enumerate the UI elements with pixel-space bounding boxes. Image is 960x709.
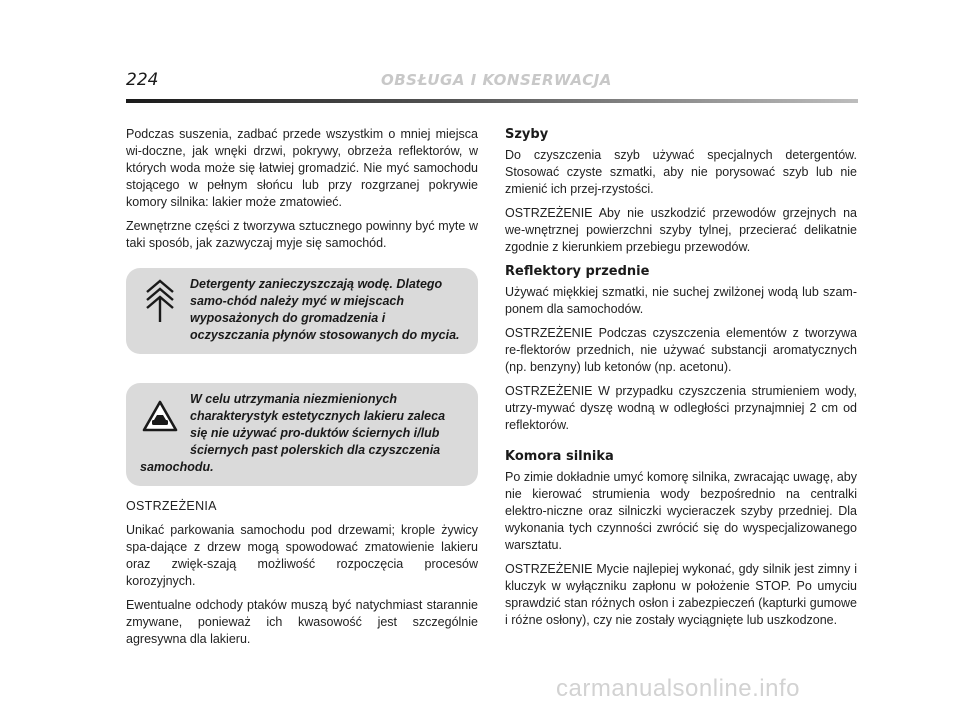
right-column xyxy=(505,126,857,636)
heading-engine-compartment: Komora silnika xyxy=(505,449,614,464)
heading-headlights: Reflektory przednie xyxy=(505,264,650,279)
paragraph-headlights-1: Używać miękkiej szmatki, nie suchej zwilżonej wodą lub szam-ponem dla samochodów. xyxy=(505,285,857,316)
watermark: carmanualsonline.info xyxy=(556,675,800,702)
paragraph-headlights-3: OSTRZEŻENIE W przypadku czyszczenia strumieniem wody, utrzy-mywać dyszę wodną w odległości przynajmniej 2 cm od reflektorów. xyxy=(505,384,857,432)
warnings-label: OSTRZEŻENIA xyxy=(126,499,217,513)
paragraph-trees: Unikać parkowania samochodu pod drzewami; krople żywicy spa-dające z drzew mogą spowodować zmatowienie lakieru oraz zwięk-szają możliwość rozpoczęcia procesów korozyjnych. xyxy=(126,523,478,588)
paragraph-windows-1: Do czyszczenia szyb używać specjalnych detergentów. Stosować czyste szmatki, aby nie porysować szyb lub nie zmienić ich przej-rzystości. xyxy=(505,148,857,196)
paragraph-bird-droppings: Ewentualne odchody ptaków muszą być natychmiast starannie zmywane, ponieważ ich kwasowość jest szczególnie agresywna dla lakieru. xyxy=(126,598,478,646)
paragraph-engine-1: Po zimie dokładnie umyć komorę silnika, zwracając uwagę, aby nie kierować strumienia wody bezpośrednio na centralki elektro-niczne oraz silniczki wycieraczek szyby przedniej. Dla wykonania tych czynności zwrócić się do wyspecjalizowanego warsztatu. xyxy=(505,470,857,552)
note-paint-care-text: W celu utrzymania niezmienionych charakterystyk estetycznych lakieru zaleca się nie używać pro-duktów ściernych i/lub ściernych past polerskich dla czyszczenia samochodu. xyxy=(140,392,446,474)
heading-windows: Szyby xyxy=(505,127,549,142)
header-rule xyxy=(126,99,858,103)
section-title: OBSŁUGA I KONSERWACJA xyxy=(381,71,612,89)
paragraph-plastic-parts: Zewnętrzne części z tworzywa sztucznego powinny być myte w taki sposób, jak zazwyczaj myje się samochód. xyxy=(126,219,478,250)
paragraph-windows-2: OSTRZEŻENIE Aby nie uszkodzić przewodów grzejnych na we-wnętrznej powierzchni szyby tylnej, przecierać delikatnie zgodnie z kierunkiem przebiegu przewodów. xyxy=(505,206,857,254)
paragraph-engine-2: OSTRZEŻENIE Mycie najlepiej wykonać, gdy silnik jest zimny i kluczyk w wyłączniku zapłonu w położenie STOP. Po umyciu sprawdzić stan różnych osłon i zabezpieczeń (kapturki gumowe i różne osłony), czy nie zostały wyciągnięte lub uszkodzone. xyxy=(505,562,857,627)
page-number: 224 xyxy=(126,70,159,90)
paragraph-drying: Podczas suszenia, zadbać przede wszystkim o mniej miejsca wi-doczne, jak wnęki drzwi, pokrywy, obrzeża reflektorów, w których woda może się łatwiej gromadzić. Nie myć samochodu stojącego w pełnym słońcu lub przy rozgrzanej pokrywie komory silnika: lakier może zmatowieć. xyxy=(126,127,478,209)
warning-triangle-car-icon xyxy=(140,391,180,441)
note-paint-care xyxy=(126,383,478,486)
environment-arrows-icon xyxy=(140,276,180,326)
paragraph-headlights-2: OSTRZEŻENIE Podczas czyszczenia elementów z tworzywa re-flektorów przednich, nie używać substancji aromatycznych (np. benzyny) lub ketonów (np. acetonu). xyxy=(505,326,857,374)
left-column-top xyxy=(126,126,478,259)
left-column-bottom xyxy=(126,498,478,655)
note-detergents xyxy=(126,268,478,354)
note-detergents-text: Detergenty zanieczyszczają wodę. Dlatego samo-chód należy myć w miejscach wyposażonych do gromadzenia i oczyszczania płynów stosowanych do mycia. xyxy=(190,277,460,342)
